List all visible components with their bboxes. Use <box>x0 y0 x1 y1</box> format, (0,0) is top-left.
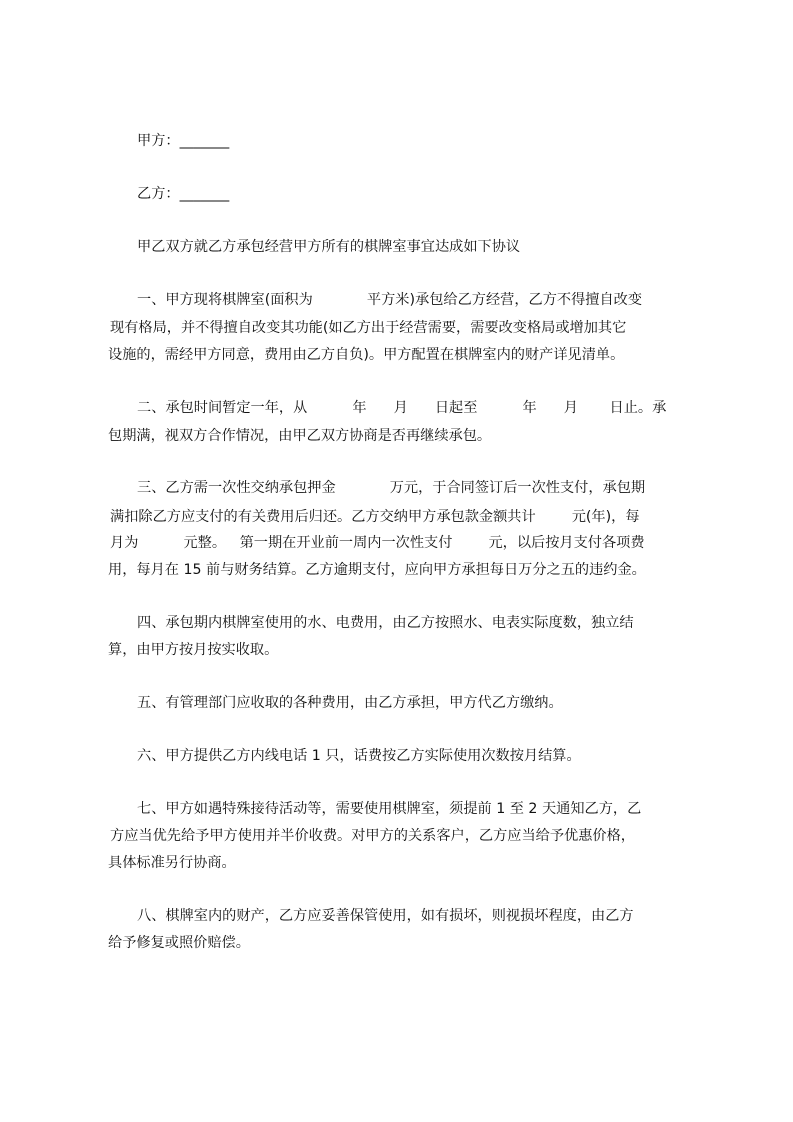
clause-4-line-1: 四、承包期内棋牌室使用的水、电费用，由乙方按照水、电表实际度数，独立结 <box>137 615 634 631</box>
clause-7-line-3: 具体标准另行协商。 <box>108 855 236 871</box>
clause-1-line-1: 一、甲方现将棋牌室(面积为 平方米)承包给乙方经营，乙方不得擅自改变 <box>137 292 643 308</box>
clause-8-line-1: 八、棋牌室内的财产，乙方应妥善保管使用，如有损坏，则视损坏程度，由乙方 <box>137 908 634 924</box>
clause-5-line-1: 五、有管理部门应收取的各种费用，由乙方承担，甲方代乙方缴纳。 <box>137 695 563 711</box>
agreement-intro: 甲乙双方就乙方承包经营甲方所有的棋牌室事宜达成如下协议 <box>137 239 521 255</box>
party-b-line: 乙方：_______ <box>137 186 230 202</box>
clause-7-line-2: 方应当优先给予甲方使用并半价收费。对甲方的关系客户，乙方应当给予优惠价格， <box>110 828 635 844</box>
clause-3-line-3: 月为 元整。 第一期在开业前一周内一次性支付 元，以后按月支付各项费 <box>110 535 645 551</box>
clause-2-line-1: 二、承包时间暂定一年，从 年 月 日起至 年 月 日止。承 <box>137 400 667 416</box>
clause-1-line-3: 设施的，需经甲方同意，费用由乙方自负)。甲方配置在棋牌室内的财产详见清单。 <box>108 347 625 363</box>
clause-3-line-1: 三、乙方需一次性交纳承包押金 万元，于合同签订后一次性支付，承包期 <box>137 480 646 496</box>
clause-8-line-2: 给予修复或照价赔偿。 <box>108 935 250 951</box>
clause-6-line-1: 六、甲方提供乙方内线电话 1 只，话费按乙方实际使用次数按月结算。 <box>137 748 581 764</box>
clause-3-line-4: 用，每月在 15 前与财务结算。乙方逾期支付，应向甲方承担每日万分之五的违约金。 <box>108 562 646 578</box>
clause-4-line-2: 算，由甲方按月按实收取。 <box>108 642 279 658</box>
clause-3-line-2: 满扣除乙方应支付的有关费用后归还。乙方交纳甲方承包款金额共计 元(年)，每 <box>110 509 640 525</box>
clause-1-line-2: 现有格局，并不得擅自改变其功能(如乙方出于经营需要，需要改变格局或增加其它 <box>110 320 627 336</box>
clause-7-line-1: 七、甲方如遇特殊接待活动等，需要使用棋牌室，须提前 1 至 2 天通知乙方，乙 <box>137 801 642 817</box>
party-a-line: 甲方：_______ <box>137 133 230 149</box>
clause-2-line-2: 包期满，视双方合作情况，由甲乙双方协商是否再继续承包。 <box>108 428 492 444</box>
